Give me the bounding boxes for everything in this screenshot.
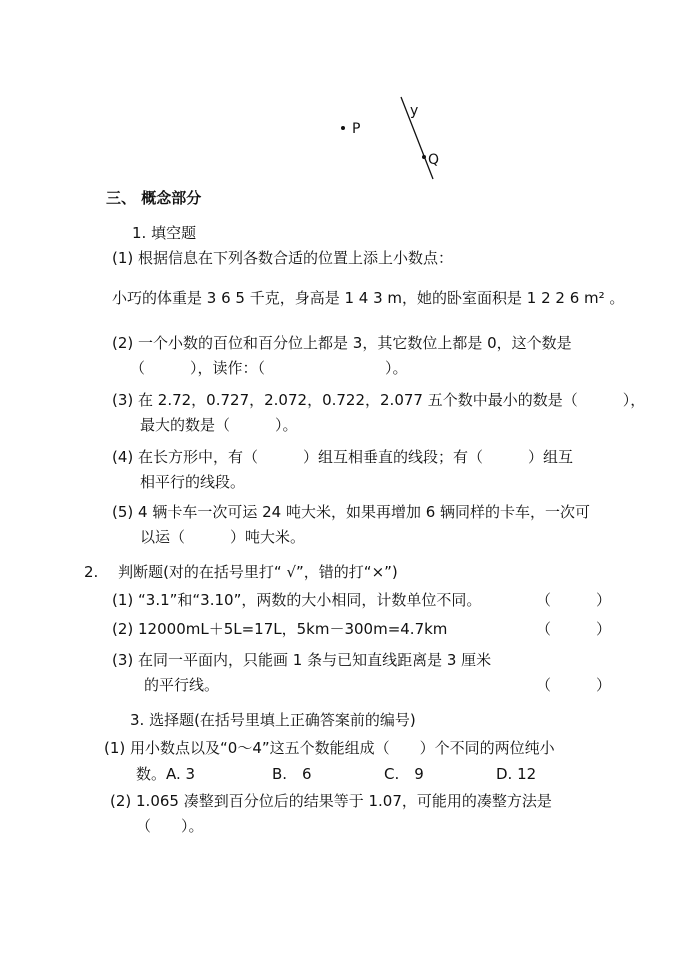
q3-s1-option-c: C. 9 bbox=[384, 765, 424, 783]
q1-s5-line2: 以运（ ）吨大米。 bbox=[140, 528, 306, 546]
q3-s1-option-d: D. 12 bbox=[496, 765, 537, 783]
q2-s2: (2) 12000mL＋5L=17L，5km－300m=4.7km bbox=[112, 620, 448, 638]
q2-s2-answer-paren[interactable]: （ ） bbox=[536, 620, 612, 638]
q1-s1-lead: (1) 根据信息在下列各数合适的位置上添上小数点： bbox=[112, 249, 454, 267]
point-q-dot bbox=[422, 155, 426, 159]
q3-s2-line2: （ ）。 bbox=[136, 817, 204, 835]
q3-s1-option-a: 数。A. 3 bbox=[136, 765, 196, 783]
point-p-dot bbox=[341, 126, 345, 130]
q1-s4-line1: (4) 在长方形中，有（ ）组互相垂直的线段；有（ ）组互 bbox=[112, 448, 574, 466]
q1-s4-line2: 相平行的线段。 bbox=[140, 473, 246, 491]
q1-title: 1. 填空题 bbox=[132, 224, 197, 242]
section-title: 三、 概念部分 bbox=[106, 189, 202, 207]
q1-s1-text: 小巧的体重是 3 6 5 千克，身高是 1 4 3 m，她的卧室面积是 1 2 2 6 m² 。 bbox=[112, 289, 625, 307]
point-q-label: Q bbox=[428, 152, 440, 168]
q2-s3-line2: 的平行线。 bbox=[144, 676, 220, 694]
point-p-label: P bbox=[352, 121, 361, 137]
q3-title: 3. 选择题(在括号里填上正确答案前的编号) bbox=[130, 711, 416, 729]
q3-s1-line1: (1) 用小数点以及“0～4”这五个数能组成（ ）个不同的两位纯小 bbox=[104, 739, 555, 757]
q2-s3-line1: (3) 在同一平面内，只能画 1 条与已知直线距离是 3 厘米 bbox=[112, 651, 492, 669]
q1-s3-line2: 最大的数是（ ）。 bbox=[140, 416, 298, 434]
q2-title: 2. 判断题(对的在括号里打“ √”，错的打“×”) bbox=[84, 563, 398, 581]
q1-s2-line2: （ ），读作：（ ）。 bbox=[130, 359, 408, 377]
geometry-figure bbox=[330, 95, 450, 185]
q1-s5-line1: (5) 4 辆卡车一次可运 24 吨大米，如果再增加 6 辆同样的卡车，一次可 bbox=[112, 503, 591, 521]
q3-s1-option-b: B. 6 bbox=[272, 765, 312, 783]
q1-s2-line1: (2) 一个小数的百位和百分位上都是 3，其它数位上都是 0，这个数是 bbox=[112, 334, 572, 352]
q2-s3-answer-paren[interactable]: （ ） bbox=[536, 676, 612, 694]
q1-s3-line1: (3) 在 2.72，0.727，2.072，0.722，2.077 五个数中最小的数是（ ）， bbox=[112, 391, 646, 409]
q2-s1: (1) “3.1”和“3.10”，两数的大小相同，计数单位不同。 bbox=[112, 591, 482, 609]
line-y-label: y bbox=[410, 103, 419, 119]
q3-s2-line1: (2) 1.065 凑整到百分位后的结果等于 1.07，可能用的凑整方法是 bbox=[110, 792, 552, 810]
q2-s1-answer-paren[interactable]: （ ） bbox=[536, 591, 612, 609]
